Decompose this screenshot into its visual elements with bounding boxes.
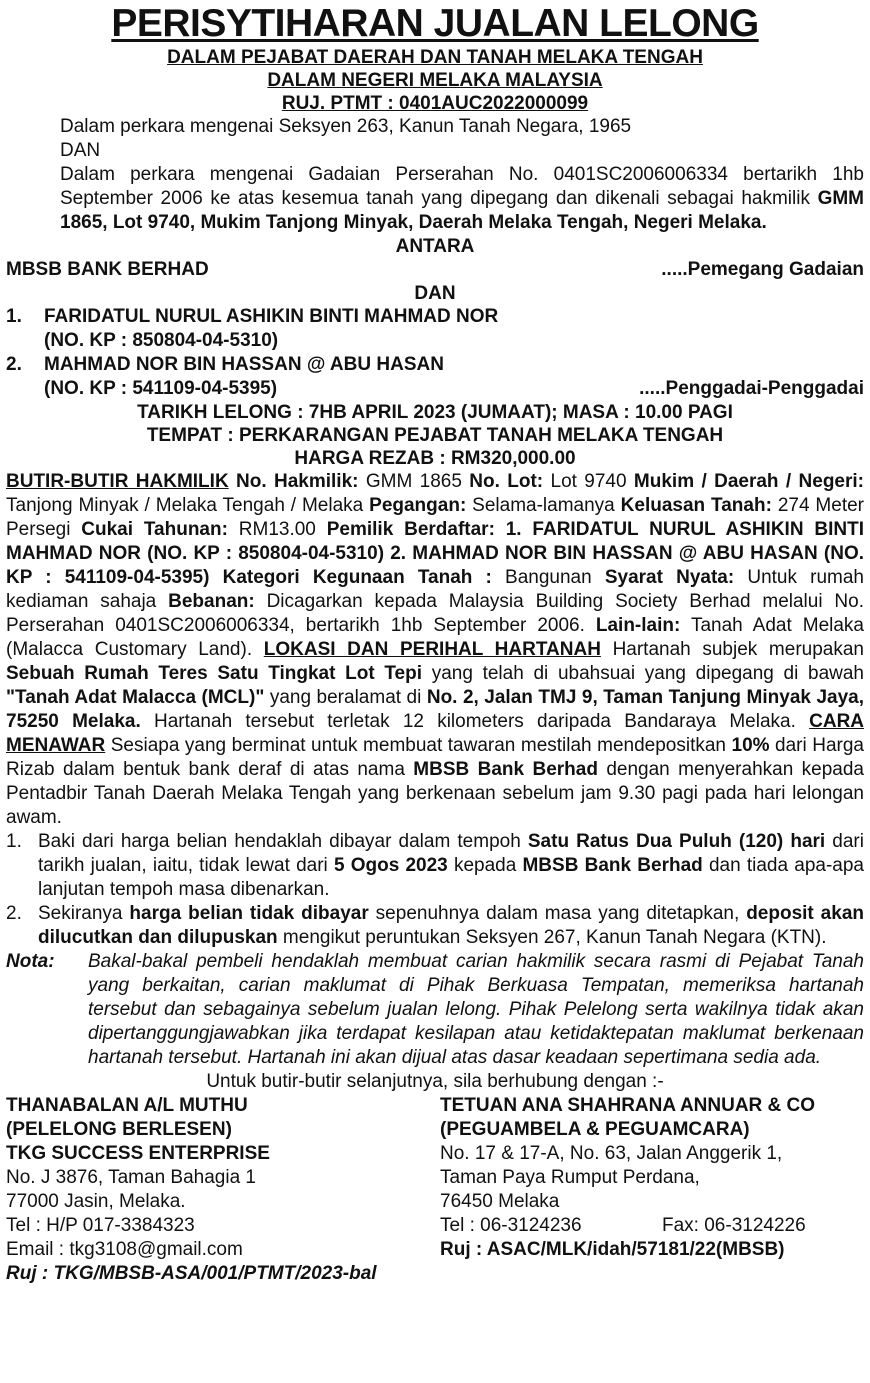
nota-block xyxy=(6,950,864,1070)
matter-text: Dalam perkara mengenai Gadaian Perserahan No. 0401SC2006006334 bertarikh 1hb September 2006 ke atas kesemua tanah yang dipegang dan dikenali sebagai hakmilik xyxy=(60,164,864,209)
auctioneer-reference: Ruj : TKG/MBSB-ASA/001/PTMT/2023-bal xyxy=(6,1263,377,1284)
contacts xyxy=(6,1094,864,1262)
solicitor-phone-fax xyxy=(440,1214,864,1238)
contact-intro: Untuk butir-butir selanjutnya, sila berhubung dengan :- xyxy=(206,1071,664,1092)
chargor-1-number: 1. xyxy=(6,306,22,327)
auctioneer-phone: Tel : H/P 017-3384323 xyxy=(6,1215,195,1236)
section-heading-lokasi: LOKASI DAN PERIHAL HARTANAH xyxy=(263,639,601,660)
cara-text-2: dari Harga Rizab dalam bentuk bank deraf di atas nama xyxy=(6,735,864,780)
term-2-number: 2. xyxy=(6,903,22,924)
auction-notice xyxy=(0,2,870,1383)
label-bebanan: Bebanan: xyxy=(168,591,255,612)
auctioneer-contact xyxy=(6,1094,440,1262)
term-2-text-a: Sekiranya xyxy=(38,903,130,924)
lokasi-text-4: Hartanah tersebut terletak 12 kilometers daripada Bandaraya Melaka. xyxy=(140,711,810,732)
term-2 xyxy=(6,902,864,950)
solicitor-address-2: Taman Paya Rumput Perdana, xyxy=(440,1167,700,1188)
lokasi-text-2: yang telah di ubahsuai yang dipegang di bawah xyxy=(422,663,864,684)
auction-date: TARIKH LELONG : 7HB APRIL 2023 (JUMAAT); MASA : 10.00 PAGI xyxy=(137,402,733,423)
cara-bold-1: 10% xyxy=(731,735,770,756)
chargor-1 xyxy=(6,305,864,353)
term-1-bold-d: 5 Ogos 2023 xyxy=(333,855,448,876)
solicitor-fax: Fax: 06-3124226 xyxy=(662,1215,806,1236)
label-lain: Lain-lain: xyxy=(595,615,681,636)
nota-text: Bakal-bakal pembeli hendaklah membuat carian hakmilik secara rasmi di Pejabat Tanah yang berkaitan, carian maklumat di Pihak Berkuasa Tempatan, memeriksa hartanah tersebut dan sebagainya sebelum jualan lelong. Pihak Pelelong serta wakilnya tidak akan dipertanggungjawabkan jika terdapat kesilapan atau ketidaktepatan maklumat berkenaan hartanah tersebut. Hartanah ini akan dijual atas dasar keadaan sepertimana sedia ada. xyxy=(88,951,864,1068)
state-heading: DALAM NEGERI MELAKA MALAYSIA xyxy=(267,70,603,91)
solicitor-phone: Tel : 06-3124236 xyxy=(440,1215,582,1236)
value-keluasan: 274 Meter Persegi xyxy=(6,495,865,540)
auction-place: TEMPAT : PERKARANGAN PEJABAT TANAH MELAKA TENGAH xyxy=(146,425,724,446)
cara-text-1: Sesiapa yang berminat untuk membuat tawaran mestilah mendepositkan xyxy=(105,735,732,756)
section-heading-butir: BUTIR-BUTIR HAKMILIK xyxy=(6,471,229,492)
label-lot: No. Lot: xyxy=(469,471,544,492)
reference-heading: RUJ. PTMT : 0401AUC2022000099 xyxy=(281,93,589,114)
value-hakmilik: GMM 1865 xyxy=(358,471,470,492)
term-2-bold-b: harga belian tidak dibayar xyxy=(129,903,369,924)
auctioneer-company: TKG SUCCESS ENTERPRISE xyxy=(6,1143,270,1164)
label-keluasan: Keluasan Tanah: xyxy=(620,495,772,516)
chargor-role: .....Penggadai-Penggadai xyxy=(639,378,864,399)
auctioneer-email: Email : tkg3108@gmail.com xyxy=(6,1239,243,1260)
value-bebanan: Dicagarkan kepada Malaysia Building Society Berhad melalui No. Perserahan 0401SC2006006334, bertarikh 1hb September 2006. xyxy=(6,591,865,636)
lokasi-text-3: yang beralamat di xyxy=(264,687,427,708)
term-1-text-g: dan tiada apa-apa lanjutan tempoh masa dibenarkan. xyxy=(38,855,864,900)
term-1-text-e: kepada xyxy=(447,855,523,876)
solicitor-address-3: 76450 Melaka xyxy=(440,1191,560,1212)
matter-line-1: Dalam perkara mengenai Seksyen 263, Kanun Tanah Negara, 1965 xyxy=(60,116,632,137)
label-hakmilik: No. Hakmilik: xyxy=(228,471,359,492)
cara-bold-2: MBSB Bank Berhad xyxy=(413,759,598,780)
value-pegangan: Selama-lamanya xyxy=(466,495,621,516)
solicitor-name: TETUAN ANA SHAHRANA ANNUAR & CO xyxy=(440,1095,816,1116)
cara-text-3: dengan menyerahkan kepada Pentadbir Tanah Daerah Melaka Tengah yang berkenaan sebelum jam 9.30 pagi pada hari lelongan awam. xyxy=(6,759,865,828)
chargor-2-name: MAHMAD NOR BIN HASSAN @ ABU HASAN xyxy=(44,354,444,375)
chargee-role: .....Pemegang Gadaian xyxy=(661,259,864,280)
notice-title: PERISYTIHARAN JUALAN LELONG xyxy=(111,2,759,45)
label-pegangan: Pegangan: xyxy=(369,495,467,516)
matter-title-bold: GMM 1865, Lot 9740, Mukim Tanjong Minyak, Daerah Melaka Tengah, Negeri Melaka. xyxy=(60,188,864,233)
solicitor-address-1: No. 17 & 17-A, No. 63, Jalan Anggerik 1, xyxy=(440,1143,783,1164)
section-heading-cara: CARA MENAWAR xyxy=(6,711,865,756)
solicitor-title: (PEGUAMBELA & PEGUAMCARA) xyxy=(440,1119,750,1140)
auctioneer-name: THANABALAN A/L MUTHU xyxy=(6,1095,248,1116)
matter-line-2: DAN xyxy=(60,140,101,161)
chargor-2-ic: (NO. KP : 541109-04-5395) xyxy=(44,378,278,399)
chargee-name: MBSB BANK BERHAD xyxy=(6,259,209,280)
antara-label: ANTARA xyxy=(395,236,475,257)
auctioneer-title: (PELELONG BERLESEN) xyxy=(6,1119,232,1140)
dan-label: DAN xyxy=(414,283,456,304)
auctioneer-address-1: No. J 3876, Taman Bahagia 1 xyxy=(6,1167,256,1188)
term-1-bold-f: MBSB Bank Berhad xyxy=(522,855,703,876)
term-1 xyxy=(6,830,864,902)
term-1-number: 1. xyxy=(6,831,22,852)
lokasi-bold-3: No. 2, Jalan TMJ 9, Taman Tanjung Minyak Jaya, 75250 Melaka. xyxy=(6,687,865,732)
label-cukai: Cukai Tahunan: xyxy=(81,519,228,540)
value-mukim: Tanjong Minyak / Melaka Tengah / Melaka xyxy=(6,495,370,516)
value-syarat: Untuk rumah kediaman sahaja xyxy=(6,567,865,612)
value-lain: Tanah Adat Melaka (Malacca Customary Land). xyxy=(6,615,865,660)
chargee-row xyxy=(6,258,864,282)
matter-line-3 xyxy=(6,163,864,235)
value-kategori: Bangunan xyxy=(491,567,605,588)
term-2-text-c: sepenuhnya dalam masa yang ditetapkan, xyxy=(368,903,747,924)
nota-label: Nota: xyxy=(6,951,55,972)
solicitor-reference: Ruj : ASAC/MLK/idah/57181/22(MBSB) xyxy=(440,1239,785,1260)
term-1-bold-b: Satu Ratus Dua Puluh (120) hari xyxy=(527,831,826,852)
chargor-1-ic: (NO. KP : 850804-04-5310) xyxy=(44,330,279,351)
chargor-1-name: FARIDATUL NURUL ASHIKIN BINTI MAHMAD NOR xyxy=(44,306,499,327)
label-mukim: Mukim / Daerah / Negeri: xyxy=(633,471,864,492)
lokasi-bold-1: Sebuah Rumah Teres Satu Tingkat Lot Tepi xyxy=(6,663,423,684)
label-pemilik: Pemilik Berdaftar: 1. FARIDATUL NURUL ASHIKIN BINTI MAHMAD NOR (NO. KP : 850804-04-5310) 2. MAHMAD NOR BIN HASSAN @ ABU HASAN (NO. KP : 541109-04-5395) Kategori Kegunaan Tanah : xyxy=(6,519,865,588)
term-2-bold-d: deposit akan dilucutkan dan dilupuskan xyxy=(38,903,864,948)
title-details-paragraph xyxy=(6,470,864,830)
office-heading: DALAM PEJABAT DAERAH DAN TANAH MELAKA TENGAH xyxy=(167,47,703,68)
chargor-2-number: 2. xyxy=(6,354,22,375)
value-cukai: RM13.00 xyxy=(227,519,327,540)
reserve-price: HARGA REZAB : RM320,000.00 xyxy=(294,448,576,469)
solicitor-contact xyxy=(440,1094,864,1262)
value-lot: Lot 9740 xyxy=(543,471,634,492)
chargor-2 xyxy=(6,353,864,401)
lokasi-text-1: Hartanah subjek merupakan xyxy=(600,639,864,660)
term-1-text-a: Baki dari harga belian hendaklah dibayar dalam tempoh xyxy=(38,831,528,852)
lokasi-bold-2: "Tanah Adat Malacca (MCL)" xyxy=(6,687,265,708)
term-1-text-c: dari tarikh jualan, iaitu, tidak lewat dari xyxy=(38,831,864,876)
label-syarat: Syarat Nyata: xyxy=(604,567,735,588)
term-2-text-e: mengikut peruntukan Seksyen 267, Kanun Tanah Negara (KTN). xyxy=(277,927,827,948)
auctioneer-address-2: 77000 Jasin, Melaka. xyxy=(6,1191,186,1212)
